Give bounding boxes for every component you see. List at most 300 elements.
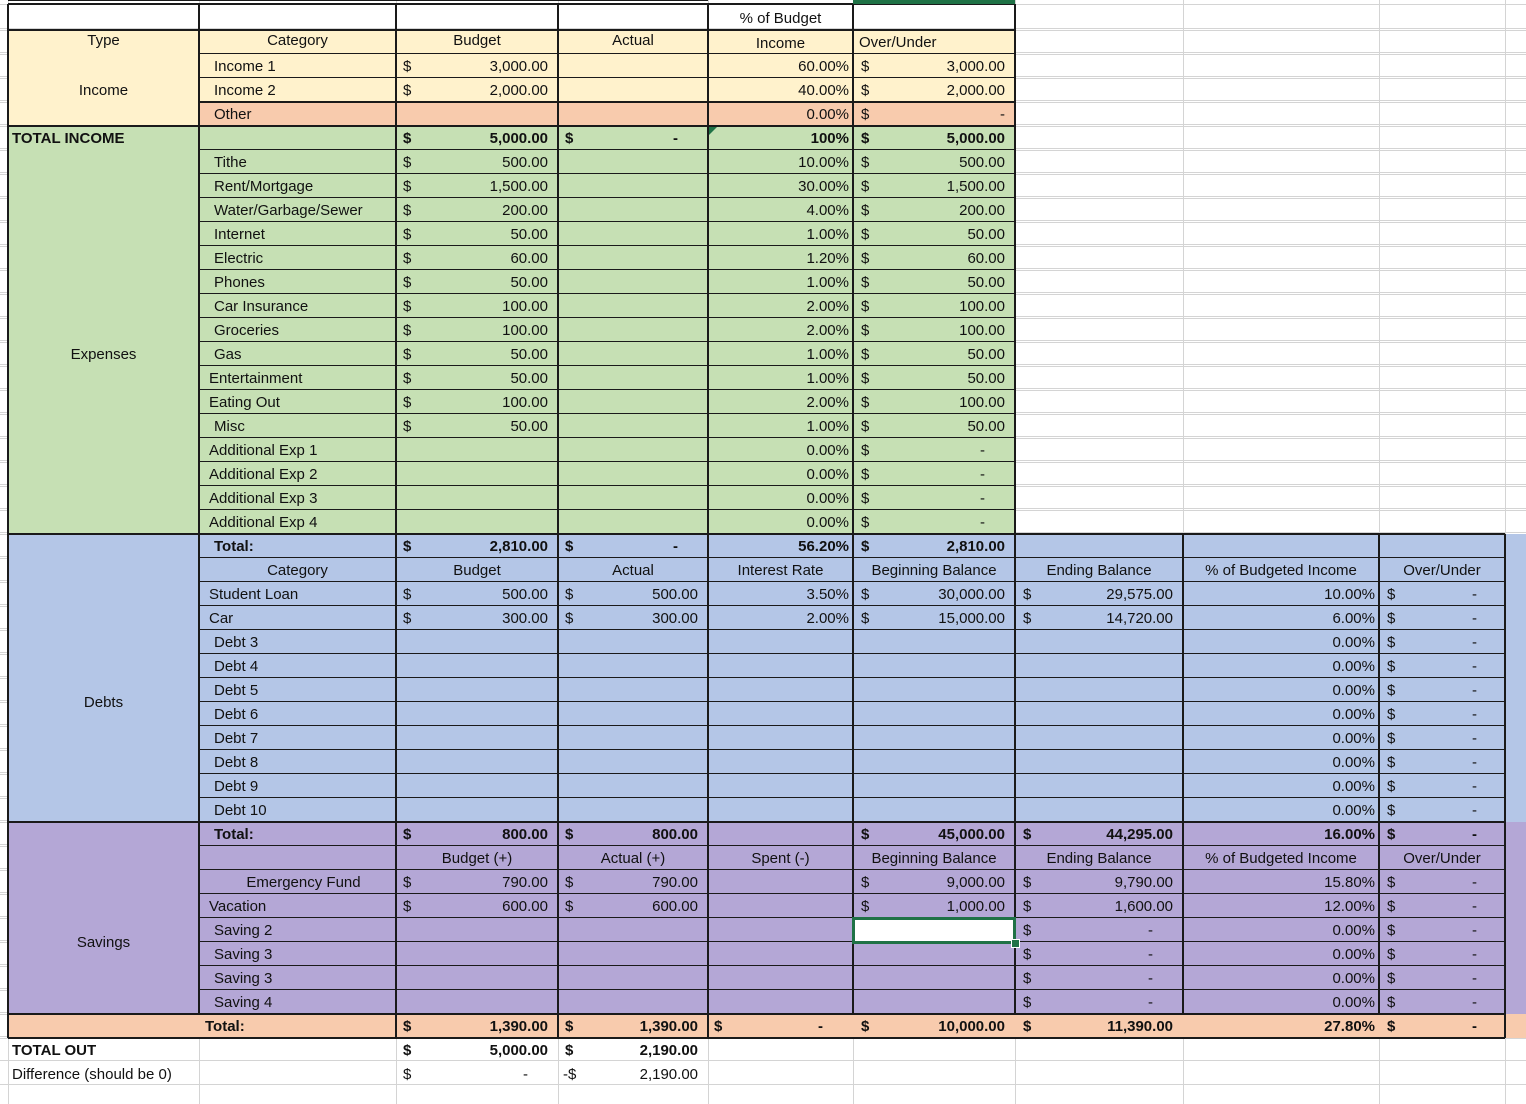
over-under-value[interactable]: -	[1472, 897, 1477, 915]
over-under-value[interactable]: 500.00	[959, 153, 1005, 171]
actual-value[interactable]: 300.00	[652, 609, 698, 627]
actual-value[interactable]	[558, 678, 708, 702]
beginning-balance[interactable]	[853, 630, 1015, 654]
ending-balance[interactable]: 1,600.00	[1114, 897, 1173, 915]
interest-rate[interactable]	[708, 750, 853, 774]
debts-header-pct[interactable]: % of Budgeted Income	[1205, 561, 1357, 579]
category-label[interactable]: Tithe	[214, 153, 247, 171]
actual-value[interactable]	[558, 630, 708, 654]
currency-symbol: $	[565, 873, 574, 891]
actual-value[interactable]	[558, 774, 708, 798]
budget-value[interactable]: 50.00	[510, 225, 548, 243]
currency-symbol: $	[861, 81, 870, 99]
actual-value[interactable]	[558, 726, 708, 750]
category-label[interactable]: Additional Exp 4	[209, 513, 318, 531]
ending-balance[interactable]: 29,575.00	[1106, 585, 1173, 603]
pct-value[interactable]: 12.00%	[1324, 897, 1375, 915]
pct-value[interactable]: 60.00%	[798, 57, 849, 75]
pct-value[interactable]: 0.00%	[1332, 753, 1375, 771]
budget-value[interactable]: 100.00	[502, 393, 548, 411]
budget-value[interactable]	[396, 918, 558, 942]
header-pct-line2[interactable]: Income	[755, 34, 806, 52]
actual-value[interactable]: 600.00	[652, 897, 698, 915]
beginning-balance[interactable]	[853, 990, 1015, 1014]
actual-value[interactable]	[558, 654, 708, 678]
beginning-balance[interactable]: 30,000.00	[938, 585, 1005, 603]
interest-rate[interactable]	[708, 630, 853, 654]
interest-rate[interactable]	[708, 774, 853, 798]
currency-symbol: $	[565, 897, 574, 915]
difference-budget[interactable]: -	[523, 1065, 528, 1083]
pct-value[interactable]: 0.00%	[806, 513, 849, 531]
pct-value[interactable]: 1.20%	[806, 249, 849, 267]
category-label[interactable]: Rent/Mortgage	[214, 177, 314, 195]
over-under-value[interactable]: -	[1472, 945, 1477, 963]
currency-symbol: $	[565, 609, 574, 627]
over-under-value[interactable]: -	[1472, 801, 1477, 819]
currency-symbol: $	[861, 465, 870, 483]
pct-value[interactable]: 1.00%	[806, 417, 849, 435]
pct-value[interactable]: 0.00%	[1332, 801, 1375, 819]
budget-value[interactable]: 200.00	[502, 201, 548, 219]
currency-symbol: $	[403, 585, 412, 603]
ending-balance[interactable]: 9,790.00	[1114, 873, 1173, 891]
selected-cell[interactable]	[852, 917, 1016, 944]
budget-value[interactable]	[396, 438, 558, 462]
ending-balance[interactable]	[1015, 702, 1183, 726]
actual-value[interactable]	[558, 750, 708, 774]
category-label[interactable]: Groceries	[214, 321, 280, 339]
currency-symbol: $	[861, 345, 870, 363]
pct-value[interactable]: 2.00%	[806, 297, 849, 315]
savings-total-over[interactable]: -	[1472, 1017, 1477, 1035]
debts-total-actual[interactable]: 800.00	[652, 825, 698, 843]
category-label[interactable]: Debt 6	[214, 705, 259, 723]
header-budget[interactable]: Budget	[453, 31, 501, 49]
currency-symbol: $	[861, 897, 870, 915]
currency-symbol: $	[1023, 585, 1032, 603]
ending-balance[interactable]	[1015, 678, 1183, 702]
currency-symbol: $	[861, 369, 870, 387]
category-label[interactable]: Income 1	[214, 57, 276, 75]
category-label[interactable]: Car Insurance	[214, 297, 309, 315]
fill-handle[interactable]	[1011, 939, 1020, 948]
currency-symbol: $	[1387, 873, 1396, 891]
pct-value[interactable]: 0.00%	[1332, 705, 1375, 723]
category-label[interactable]: Saving 2	[214, 921, 273, 939]
ending-balance[interactable]: -	[1148, 945, 1153, 963]
interest-rate[interactable]: 3.50%	[806, 585, 849, 603]
over-under-value[interactable]: 100.00	[959, 321, 1005, 339]
beginning-balance[interactable]: 15,000.00	[938, 609, 1005, 627]
pct-value[interactable]: 0.00%	[1332, 657, 1375, 675]
currency-symbol: $	[1387, 1017, 1396, 1035]
budget-value[interactable]: 300.00	[502, 609, 548, 627]
budget-value[interactable]	[396, 942, 558, 966]
savings-header-actual[interactable]: Actual (+)	[600, 849, 666, 867]
savings-header-spent[interactable]: Spent (-)	[751, 849, 810, 867]
interest-rate[interactable]	[708, 726, 853, 750]
budget-value[interactable]: 50.00	[510, 417, 548, 435]
header-pct-line1[interactable]: % of Budget	[739, 9, 822, 27]
category-label[interactable]: Saving 3	[214, 945, 273, 963]
currency-symbol: $	[861, 873, 870, 891]
currency-symbol: $	[861, 585, 870, 603]
category-label[interactable]: Debt 8	[214, 753, 259, 771]
currency-symbol: $	[1387, 921, 1396, 939]
pct-value[interactable]: 1.00%	[806, 225, 849, 243]
category-label[interactable]: Saving 3	[214, 969, 273, 987]
beginning-balance[interactable]	[853, 774, 1015, 798]
category-label[interactable]: Debt 3	[214, 633, 259, 651]
pct-value[interactable]: 0.00%	[1332, 729, 1375, 747]
currency-symbol: $	[403, 249, 412, 267]
budget-value[interactable]: 600.00	[502, 897, 548, 915]
over-under-value[interactable]: -	[1472, 873, 1477, 891]
over-under-value[interactable]: -	[980, 441, 985, 459]
ending-balance[interactable]	[1015, 750, 1183, 774]
actual-value[interactable]	[558, 798, 708, 822]
actual-value[interactable]	[558, 942, 708, 966]
budget-value[interactable]	[396, 102, 558, 126]
savings-total-budget[interactable]: 1,390.00	[489, 1017, 548, 1035]
over-under-value[interactable]: -	[1472, 585, 1477, 603]
negative-currency-symbol: -$	[563, 1065, 577, 1083]
debts-total-end[interactable]: 44,295.00	[1106, 825, 1173, 843]
budget-value[interactable]	[396, 750, 558, 774]
beginning-balance[interactable]	[853, 726, 1015, 750]
pct-value[interactable]: 15.80%	[1324, 873, 1375, 891]
budget-value[interactable]	[396, 774, 558, 798]
pct-value[interactable]: 0.00%	[1332, 633, 1375, 651]
beginning-balance[interactable]	[853, 966, 1015, 990]
expenses-total-over[interactable]: 2,810.00	[946, 537, 1005, 555]
pct-value[interactable]: 40.00%	[798, 81, 849, 99]
currency-symbol: $	[1023, 921, 1032, 939]
actual-value[interactable]	[558, 918, 708, 942]
ending-balance[interactable]: -	[1148, 969, 1153, 987]
savings-total-spent[interactable]: -	[818, 1017, 823, 1035]
over-under-value[interactable]: 100.00	[959, 297, 1005, 315]
category-label[interactable]: Eating Out	[209, 393, 280, 411]
pct-value[interactable]: 1.00%	[806, 369, 849, 387]
total-income-over[interactable]: 5,000.00	[946, 129, 1005, 147]
currency-symbol: $	[861, 825, 870, 843]
savings-header-pct[interactable]: % of Budgeted Income	[1205, 849, 1357, 867]
pct-value[interactable]: 2.00%	[806, 321, 849, 339]
category-label[interactable]: Additional Exp 2	[209, 465, 318, 483]
over-under-value[interactable]: -	[1472, 681, 1477, 699]
ending-balance[interactable]: 14,720.00	[1106, 609, 1173, 627]
savings-total-actual[interactable]: 1,390.00	[639, 1017, 698, 1035]
expenses-total-label[interactable]: Total:	[214, 537, 254, 555]
currency-symbol: $	[565, 1017, 574, 1035]
pct-value[interactable]: 0.00%	[1332, 993, 1375, 1011]
currency-symbol: $	[403, 537, 412, 555]
category-label[interactable]: Debt 5	[214, 681, 259, 699]
currency-symbol: $	[1387, 969, 1396, 987]
currency-symbol: $	[1387, 681, 1396, 699]
currency-symbol: $	[403, 897, 412, 915]
budget-value[interactable]: 50.00	[510, 369, 548, 387]
budget-value[interactable]: 500.00	[502, 585, 548, 603]
total-out-budget[interactable]: 5,000.00	[489, 1041, 548, 1059]
expenses-total-budget[interactable]: 2,810.00	[489, 537, 548, 555]
pct-value[interactable]: 0.00%	[806, 489, 849, 507]
beginning-balance[interactable]: 1,000.00	[946, 897, 1005, 915]
over-under-value[interactable]: 200.00	[959, 201, 1005, 219]
budget-value[interactable]: 2,000.00	[489, 81, 548, 99]
pct-value[interactable]: 2.00%	[806, 393, 849, 411]
currency-symbol: $	[403, 609, 412, 627]
pct-value[interactable]: 30.00%	[798, 177, 849, 195]
ending-balance[interactable]	[1015, 798, 1183, 822]
currency-symbol: $	[1023, 873, 1032, 891]
currency-symbol: $	[403, 825, 412, 843]
interest-rate[interactable]: 2.00%	[806, 609, 849, 627]
budget-value[interactable]	[396, 966, 558, 990]
over-under-value[interactable]: 100.00	[959, 393, 1005, 411]
ending-balance[interactable]	[1015, 630, 1183, 654]
pct-value[interactable]: 0.00%	[1332, 969, 1375, 987]
debts-total-begin[interactable]: 45,000.00	[938, 825, 1005, 843]
debts-header-budget[interactable]: Budget	[453, 561, 501, 579]
debts-total-pct[interactable]: 16.00%	[1324, 825, 1375, 843]
pct-value[interactable]: 0.00%	[806, 105, 849, 123]
category-label[interactable]: Student Loan	[209, 585, 299, 603]
savings-total-pct[interactable]: 27.80%	[1324, 1017, 1375, 1035]
budget-value[interactable]	[396, 726, 558, 750]
budget-value[interactable]: 1,500.00	[489, 177, 548, 195]
header-type[interactable]: Type	[87, 31, 120, 49]
currency-symbol: $	[1023, 825, 1032, 843]
pct-value[interactable]: 10.00%	[1324, 585, 1375, 603]
currency-symbol: $	[861, 393, 870, 411]
category-label[interactable]: Internet	[214, 225, 265, 243]
category-label[interactable]: Income 2	[214, 81, 276, 99]
total-income-pct[interactable]: 100%	[810, 129, 849, 147]
currency-symbol: $	[403, 417, 412, 435]
over-under-value[interactable]: 3,000.00	[946, 57, 1005, 75]
over-under-value[interactable]: 2,000.00	[946, 81, 1005, 99]
expenses-total-actual[interactable]: -	[673, 537, 678, 555]
over-under-value[interactable]: -	[1472, 777, 1477, 795]
actual-value[interactable]: 790.00	[652, 873, 698, 891]
currency-symbol: $	[403, 1017, 412, 1035]
currency-symbol: $	[1387, 777, 1396, 795]
over-under-value[interactable]: 50.00	[967, 369, 1005, 387]
debts-header-begin[interactable]: Beginning Balance	[871, 561, 997, 579]
currency-symbol: $	[861, 105, 870, 123]
ending-balance[interactable]	[1015, 654, 1183, 678]
total-income-actual[interactable]: -	[673, 129, 678, 147]
budget-value[interactable]: 100.00	[502, 297, 548, 315]
beginning-balance[interactable]	[853, 678, 1015, 702]
pct-value[interactable]: 0.00%	[1332, 681, 1375, 699]
category-label[interactable]: Entertainment	[209, 369, 303, 387]
interest-rate[interactable]	[708, 654, 853, 678]
pct-value[interactable]: 10.00%	[798, 153, 849, 171]
budget-value[interactable]	[396, 798, 558, 822]
interest-rate[interactable]	[708, 678, 853, 702]
pct-value[interactable]: 0.00%	[1332, 945, 1375, 963]
beginning-balance[interactable]	[853, 702, 1015, 726]
over-under-value[interactable]: 60.00	[967, 249, 1005, 267]
expenses-total-pct[interactable]: 56.20%	[798, 537, 849, 555]
savings-header-end[interactable]: Ending Balance	[1046, 849, 1152, 867]
currency-symbol: $	[861, 441, 870, 459]
budget-value[interactable]	[396, 462, 558, 486]
budget-value[interactable]	[396, 630, 558, 654]
budget-value[interactable]: 50.00	[510, 273, 548, 291]
category-label[interactable]: Debt 9	[214, 777, 259, 795]
budget-value[interactable]	[396, 990, 558, 1014]
header-category[interactable]: Category	[267, 31, 328, 49]
debts-header-interest[interactable]: Interest Rate	[737, 561, 824, 579]
interest-rate[interactable]	[708, 702, 853, 726]
category-label[interactable]: Misc	[214, 417, 245, 435]
over-under-value[interactable]: -	[1472, 753, 1477, 771]
currency-symbol: $	[403, 177, 412, 195]
debts-header-over[interactable]: Over/Under	[1403, 561, 1481, 579]
currency-symbol: $	[565, 585, 574, 603]
header-over-under[interactable]: Over/Under	[859, 33, 937, 51]
total-income-label[interactable]: TOTAL INCOME	[12, 129, 125, 147]
total-out-label[interactable]: TOTAL OUT	[12, 1041, 97, 1059]
category-label[interactable]: Debt 4	[214, 657, 259, 675]
actual-value[interactable]	[558, 966, 708, 990]
ending-balance[interactable]	[1015, 774, 1183, 798]
budget-value[interactable]: 50.00	[510, 345, 548, 363]
pct-value[interactable]: 0.00%	[1332, 777, 1375, 795]
currency-symbol: $	[1387, 897, 1396, 915]
total-out-actual[interactable]: 2,190.00	[639, 1041, 698, 1059]
currency-symbol: $	[403, 129, 412, 147]
category-label[interactable]: Emergency Fund	[246, 873, 361, 891]
pct-value[interactable]: 1.00%	[806, 345, 849, 363]
actual-value[interactable]	[558, 702, 708, 726]
budget-value[interactable]: 500.00	[502, 153, 548, 171]
over-under-value[interactable]: -	[1472, 633, 1477, 651]
debts-total-budget[interactable]: 800.00	[502, 825, 548, 843]
over-under-value[interactable]: -	[980, 513, 985, 531]
currency-symbol: $	[403, 369, 412, 387]
category-label[interactable]: Gas	[214, 345, 242, 363]
debts-header-actual[interactable]: Actual	[612, 561, 654, 579]
over-under-value[interactable]: 50.00	[967, 417, 1005, 435]
beginning-balance[interactable]: 9,000.00	[946, 873, 1005, 891]
category-label[interactable]: Phones	[214, 273, 265, 291]
debts-total-over[interactable]: -	[1472, 825, 1477, 843]
budget-value[interactable]	[396, 510, 558, 534]
savings-header-budget[interactable]: Budget (+)	[441, 849, 513, 867]
debts-header-end[interactable]: Ending Balance	[1046, 561, 1152, 579]
category-label[interactable]: Car	[209, 609, 234, 627]
savings-total-end[interactable]: 11,390.00	[1107, 1017, 1173, 1035]
over-under-value[interactable]: -	[1472, 657, 1477, 675]
currency-symbol: $	[861, 489, 870, 507]
beginning-balance[interactable]	[853, 798, 1015, 822]
beginning-balance[interactable]	[853, 654, 1015, 678]
over-under-value[interactable]: 50.00	[967, 273, 1005, 291]
actual-value[interactable]: 500.00	[652, 585, 698, 603]
budget-value[interactable]	[396, 654, 558, 678]
over-under-value[interactable]: -	[1000, 105, 1005, 123]
pct-value[interactable]: 0.00%	[806, 441, 849, 459]
ending-balance[interactable]: -	[1148, 921, 1153, 939]
over-under-value[interactable]: 50.00	[967, 345, 1005, 363]
category-label[interactable]: Additional Exp 1	[209, 441, 318, 459]
currency-symbol: $	[1387, 753, 1396, 771]
currency-symbol: $	[861, 417, 870, 435]
savings-total-label[interactable]: Total:	[205, 1017, 245, 1035]
budget-value[interactable]: 100.00	[502, 321, 548, 339]
pct-value[interactable]: 4.00%	[806, 201, 849, 219]
currency-symbol: $	[861, 249, 870, 267]
total-income-budget[interactable]: 5,000.00	[489, 129, 548, 147]
category-label[interactable]: Saving 4	[214, 993, 273, 1011]
interest-rate[interactable]	[708, 798, 853, 822]
savings-header-over[interactable]: Over/Under	[1403, 849, 1481, 867]
over-under-value[interactable]: -	[980, 489, 985, 507]
over-under-value[interactable]: 1,500.00	[946, 177, 1005, 195]
debts-header-category[interactable]: Category	[267, 561, 328, 579]
ending-balance[interactable]	[1015, 726, 1183, 750]
budget-value[interactable]: 3,000.00	[489, 57, 548, 75]
budget-value[interactable]	[396, 486, 558, 510]
difference-actual[interactable]: 2,190.00	[639, 1065, 698, 1083]
budget-value[interactable]: 790.00	[502, 873, 548, 891]
over-under-value[interactable]: -	[980, 465, 985, 483]
currency-symbol: $	[565, 129, 574, 147]
over-under-value[interactable]: -	[1472, 705, 1477, 723]
category-label[interactable]: Additional Exp 3	[209, 489, 318, 507]
pct-value[interactable]: 0.00%	[1332, 921, 1375, 939]
category-label[interactable]: Vacation	[209, 897, 267, 915]
category-label[interactable]: Water/Garbage/Sewer	[214, 201, 363, 219]
category-label[interactable]: Debt 7	[214, 729, 259, 747]
actual-value[interactable]	[558, 990, 708, 1014]
category-label[interactable]: Debt 10	[214, 801, 267, 819]
over-under-value[interactable]: 50.00	[967, 225, 1005, 243]
category-label[interactable]: Electric	[214, 249, 264, 267]
over-under-value[interactable]: -	[1472, 609, 1477, 627]
budget-value[interactable]	[396, 702, 558, 726]
over-under-value[interactable]: -	[1472, 921, 1477, 939]
pct-value[interactable]: 1.00%	[806, 273, 849, 291]
over-under-value[interactable]: -	[1472, 993, 1477, 1011]
pct-value[interactable]: 0.00%	[806, 465, 849, 483]
type-income: Income	[78, 81, 129, 99]
ending-balance[interactable]: -	[1148, 993, 1153, 1011]
currency-symbol: $	[403, 225, 412, 243]
category-label[interactable]: Other	[214, 105, 252, 123]
currency-symbol: $	[565, 537, 574, 555]
beginning-balance[interactable]	[853, 750, 1015, 774]
difference-label[interactable]: Difference (should be 0)	[12, 1065, 172, 1083]
budget-value[interactable]: 60.00	[510, 249, 548, 267]
over-under-value[interactable]: -	[1472, 729, 1477, 747]
over-under-value[interactable]: -	[1472, 969, 1477, 987]
budget-value[interactable]	[396, 678, 558, 702]
debts-total-label[interactable]: Total:	[214, 825, 254, 843]
beginning-balance[interactable]	[853, 942, 1015, 966]
pct-value[interactable]: 6.00%	[1332, 609, 1375, 627]
savings-header-begin[interactable]: Beginning Balance	[871, 849, 997, 867]
type-debts: Debts	[83, 693, 124, 711]
header-actual[interactable]: Actual	[612, 31, 654, 49]
savings-total-begin[interactable]: 10,000.00	[938, 1017, 1005, 1035]
